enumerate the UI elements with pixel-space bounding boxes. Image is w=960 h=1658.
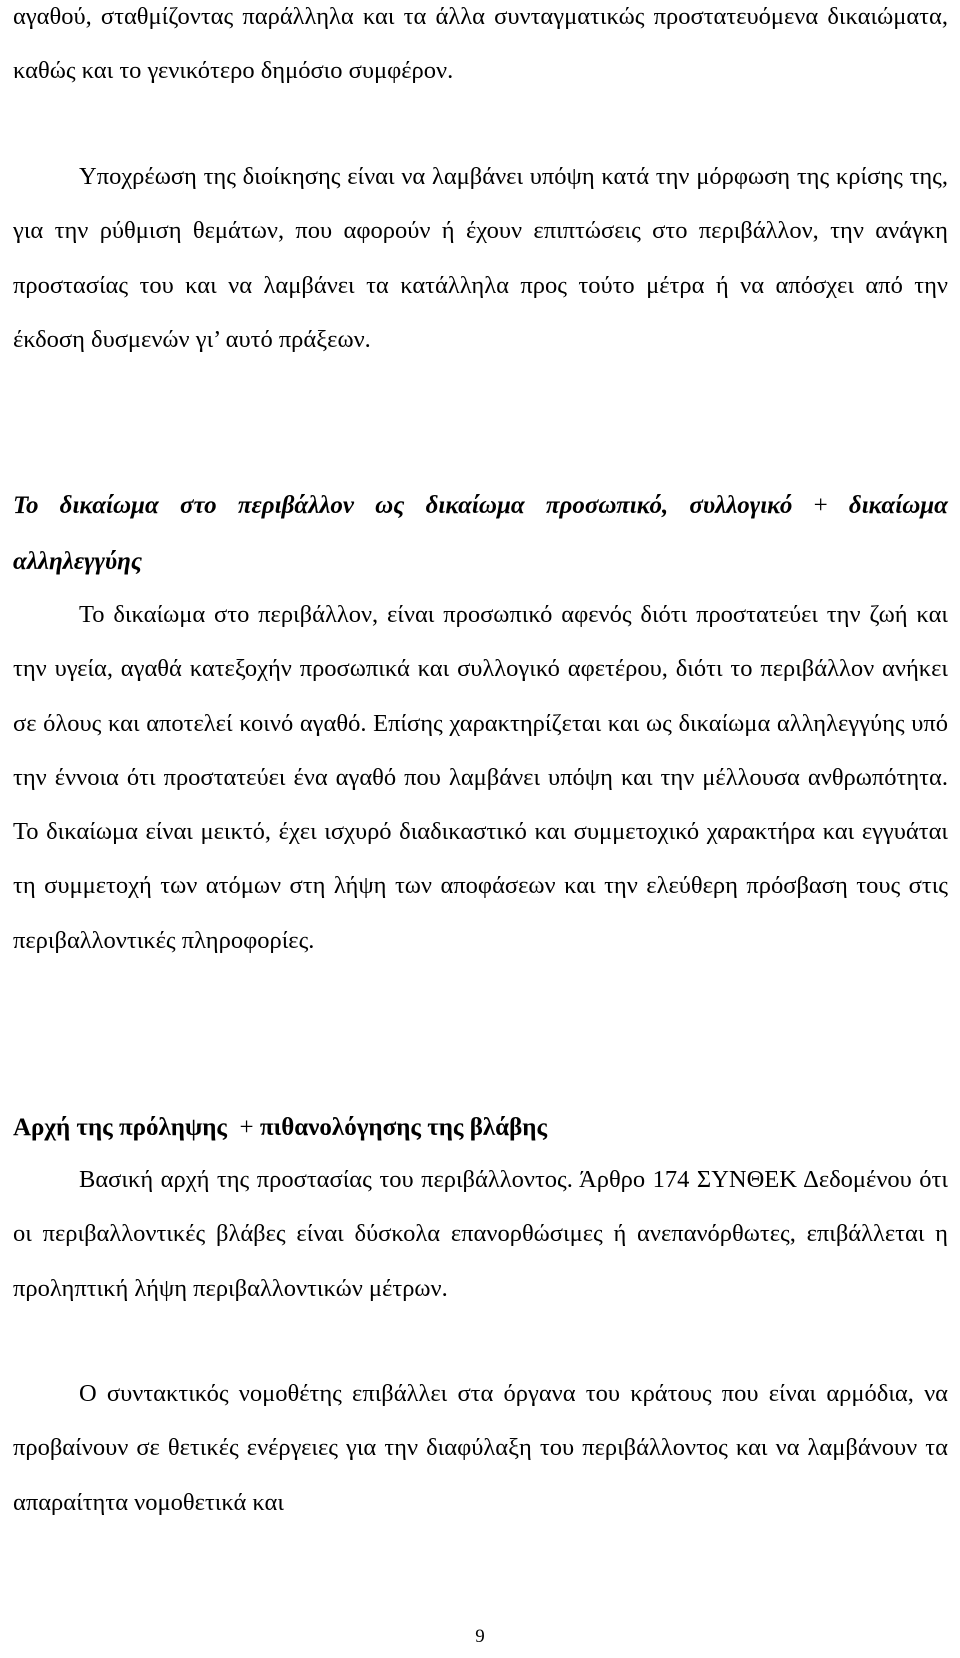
section-heading-prevention-principle — [13, 1100, 948, 1156]
paragraph-4: Βασική αρχή της προστασίας του περιβάλλοντος. Άρθρο 174 ΣΥΝΘΕΚ Δεδομένου ότι οι περιβαλλοντικές βλάβες είναι δύσκολα επανορθώσιμες ή ανεπανόρθωτες, επιβάλλεται η προληπτική λήψη περιβαλλοντικών μέτρων. — [13, 1166, 948, 1302]
paragraph-5: Ο συντακτικός νομοθέτης επιβάλλει στα όργανα του κράτους που είναι αρμόδια, να προβαίνουν σε θετικές ενέργειες για την διαφύλαξη του περιβάλλοντος και να λαμβάνουν τα απαραίτητα νομοθετικά και — [13, 1380, 948, 1516]
heading-1-part-1: Το δικαίωμα στο περιβάλλον ως δικαίωμα προσωπικό, συλλογικό — [13, 492, 793, 519]
heading-2-part-2: πιθανολόγησης της βλάβης — [259, 1114, 548, 1141]
heading-1-part-2: δικαίωμα αλληλεγγύης — [13, 492, 949, 575]
paragraph-2: Υποχρέωση της διοίκησης είναι να λαμβάνει υπόψη κατά την μόρφωση της κρίσης της, για την ρύθμιση θεμάτων, που αφορούν ή έχουν επιπτώσεις στο περιβάλλον, την ανάγκη προστασίας του και να λαμβάνει τα κατάλληλα προς τούτο μέτρα ή να απόσχει από την έκδοση δυσμενών γι’ αυτό πράξεων. — [13, 163, 948, 353]
heading-2-part-1: Αρχή της πρόληψης — [13, 1114, 227, 1141]
page-number: 9 — [475, 1626, 485, 1647]
paragraph-1: αγαθού, σταθμίζοντας παράλληλα και τα άλλα συνταγματικώς προστατευόμενα δικαιώματα, καθώς και το γενικότερο δημόσιο συμφέρον. — [13, 3, 948, 85]
section-heading-right-to-environment — [13, 478, 948, 590]
paragraph-3: Το δικαίωμα στο περιβάλλον, είναι προσωπικό αφενός διότι προστατεύει την ζωή και την υγεία, αγαθά κατεξοχήν προσωπικά και συλλογικό αφετέρου, διότι το περιβάλλον ανήκει σε όλους και αποτελεί κοινό αγαθό. Επίσης χαρακτηρίζεται και ως δικαίωμα αλληλεγγύης υπό την έννοια ότι προστατεύει ένα αγαθό που λαμβάνει υπόψη και την μέλλουσα ανθρωπότητα. Το δικαίωμα είναι μεικτό, έχει ισχυρό διαδικαστικό και συμμετοχικό χαρακτήρα και εγγυάται τη συμμετοχή των ατόμων στη λήψη των αποφάσεων και την ελεύθερη πρόσβαση τους στις περιβαλλοντικές πληροφορίες. — [13, 601, 948, 954]
heading-2-plus: + — [239, 1114, 254, 1141]
heading-1-plus: + — [813, 492, 828, 519]
